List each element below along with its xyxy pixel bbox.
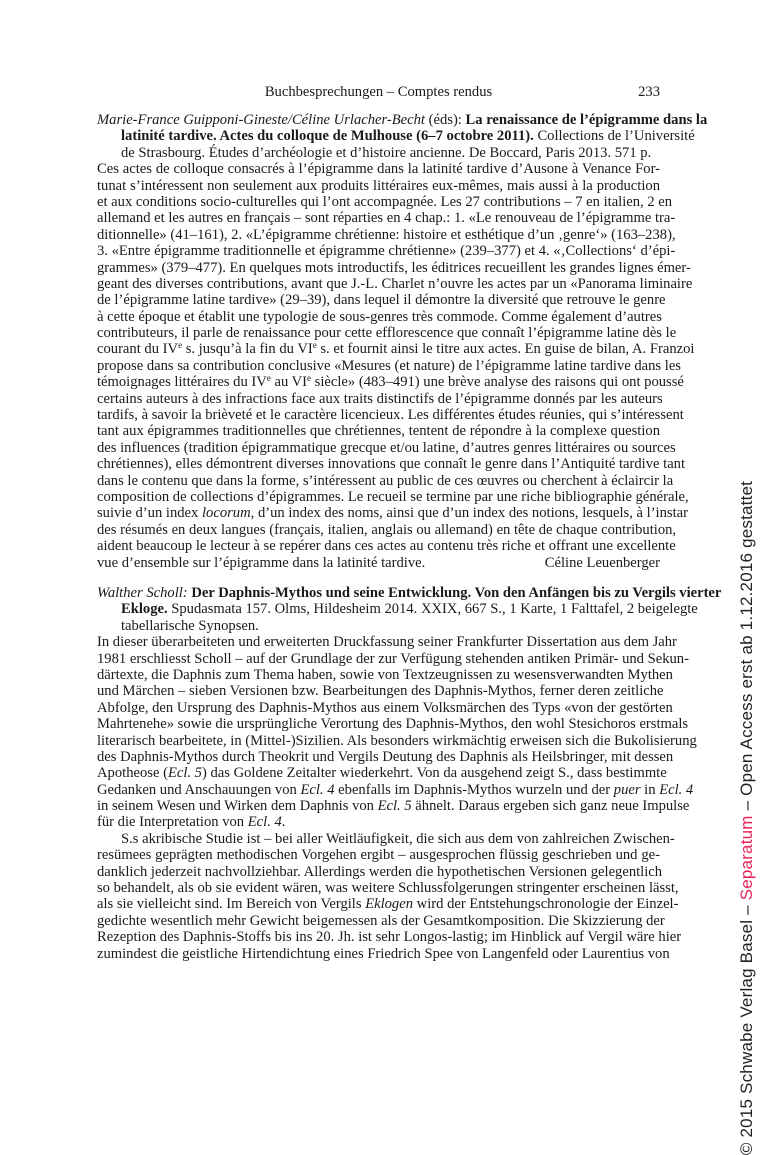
text-line bbox=[97, 538, 676, 555]
text-line bbox=[97, 798, 690, 815]
text-line bbox=[97, 423, 660, 439]
text-segment: gedichte wesentlich mehr Gewicht beigemessen als der Gesamtkomposition. Die Skizzierung der bbox=[97, 912, 665, 929]
text-segment: ditionnelle» (41–161), 2. «L’épigramme chrétienne: histoire et esthétique d’un ‚genre‘» (163–238), bbox=[97, 226, 676, 243]
text-segment: aident beaucoup le lecteur à se repérer dans ces actes au contenu très riche et offrant une excellente bbox=[97, 538, 676, 555]
text-segment: ) das Goldene Zeitalter wiederkehrt. Von da ausgehend zeigt S., dass bestimmte bbox=[201, 765, 667, 782]
text-segment: Spudasmata 157. Olms, Hildesheim 2014. XXIX, 667 S., 1 Karte, 1 Falttafel, 2 beigelegte bbox=[167, 601, 698, 618]
text-segment: tant aux épigrammes traditionnelles que chrétiennes, tentent de répondre à la complexe question bbox=[97, 423, 660, 440]
text-line bbox=[97, 292, 666, 309]
bold-text: La renaissance de l’épigramme dans la bbox=[465, 112, 708, 128]
text-line bbox=[97, 275, 693, 292]
text-segment: (éds): bbox=[424, 112, 466, 128]
bibliographic-citation bbox=[97, 112, 708, 161]
text-segment: danklich jederzeit nachvollziehbar. Allerdings werden die hypothetischen Versionen gelegentlich bbox=[97, 863, 663, 880]
italic-text: locorum bbox=[201, 505, 251, 522]
text-line bbox=[97, 357, 681, 374]
text-line bbox=[97, 683, 664, 700]
italic-text: Ecl. 5 bbox=[167, 765, 202, 782]
text-segment: für die Interpretation von bbox=[97, 814, 248, 831]
text-segment: In dieser überarbeiteten und erweiterten Druckfassung seiner Frankfurter Dissertation aus dem Jahr bbox=[97, 634, 677, 651]
text-segment: resümees geprägten methodischen Vorgehen ergibt – ausgesprochen flüssig geschrieben und ge- bbox=[97, 847, 660, 864]
line-text bbox=[97, 555, 425, 571]
text-line bbox=[97, 634, 677, 651]
text-segment: contributeurs, il parle de renaissance pour cette efflorescence que connaît l’épigramme latine dès le bbox=[97, 325, 677, 342]
text-segment: ähnelt. Daraus ergeben sich ganz neue Impulse bbox=[411, 798, 690, 815]
text-segment: 3. «Entre épigramme traditionnelle et épigramme chrétienne» (239–377) et 4. «‚Collections‘ d’épi- bbox=[97, 243, 676, 260]
italic-text: Eklogen bbox=[365, 896, 414, 913]
text-line bbox=[97, 340, 695, 358]
text-line bbox=[97, 505, 688, 522]
text-segment: tabellarische Synopsen. bbox=[121, 617, 259, 634]
text-segment: Ces actes de colloque consacrés à l’épigramme dans la latinité tardive d’Ausone à Venance For- bbox=[97, 161, 660, 178]
text-line bbox=[97, 929, 682, 946]
review-entry bbox=[97, 112, 708, 571]
text-line bbox=[97, 488, 689, 505]
text-line bbox=[97, 732, 697, 749]
review-entry bbox=[97, 585, 722, 962]
superscript: e bbox=[178, 340, 183, 351]
running-title: Buchbesprechungen – Comptes rendus bbox=[264, 84, 493, 100]
text-line bbox=[97, 210, 676, 227]
text-line bbox=[97, 456, 686, 473]
text-segment: S.s akribische Studie ist – bei aller Weitläufigkeit, die sich aus dem von zahlreichen Zwischen- bbox=[121, 830, 675, 847]
text-segment: geant des diverses contributions, avant que J.-L. Charlet n’ouvre les actes par un «Panorama liminaire bbox=[97, 275, 693, 292]
open-access-text: – Open Access erst ab 1.12.2016 gestattet bbox=[737, 480, 756, 816]
review-body bbox=[97, 161, 695, 571]
text-segment: suivie d’un index bbox=[97, 505, 202, 522]
text-line bbox=[97, 193, 673, 210]
text-segment: Collections de l’Université bbox=[533, 128, 695, 145]
page-number: 233 bbox=[638, 84, 660, 100]
text-segment: 1981 erschliesst Scholl – auf der Grundlage der zur Verfügung stehenden antiken Primär- und Sekun- bbox=[97, 650, 689, 667]
text-line bbox=[97, 912, 665, 929]
text-segment: ebenfalls im Daphnis-Mythos wurzeln und der bbox=[334, 781, 614, 798]
text-line bbox=[97, 863, 663, 880]
text-line bbox=[97, 716, 689, 733]
text-segment: des résumés en deux langues (français, italien, anglais ou allemand) en tête de chaque contribution, bbox=[97, 521, 677, 538]
italic-text: Walther Scholl: bbox=[97, 585, 188, 601]
text-line bbox=[97, 765, 667, 782]
text-line bbox=[97, 373, 684, 391]
text-segment: vue d’ensemble sur l’épigramme dans la latinité tardive. bbox=[97, 554, 426, 571]
text-segment: de Strasbourg. Études d’archéologie et d’histoire ancienne. De Boccard, Paris 2013. 571 p. bbox=[121, 144, 652, 161]
text-segment: de l’épigramme latine tardive» (29–39), dans lequel il démontre la diversité que retrouve le genre bbox=[97, 292, 666, 309]
text-line bbox=[97, 178, 660, 194]
text-segment: des Daphnis-Mythos durch Theokrit und Vergils Deutung des Daphnis als Heilsbringer, mit dessen bbox=[97, 748, 674, 765]
text-segment: des influences (tradition épigrammatique grecque et/ou latine, d’autres genres littéraires ou sources bbox=[97, 439, 676, 456]
text-segment: Mahrtenehe» sowie die ursprüngliche Verortung des Daphnis-Mythos, den wohl Stesichoros erstmals bbox=[97, 716, 689, 733]
bold-text: Der Daphnis-Mythos und seine Entwicklung. Von den Anfängen bis zu Vergils vierter bbox=[191, 585, 722, 601]
italic-text: Ecl. 4 bbox=[300, 781, 335, 798]
text-line bbox=[97, 259, 691, 276]
text-segment: courant du IV bbox=[97, 341, 179, 358]
text-line bbox=[97, 243, 676, 260]
bold-text: Ekloge. bbox=[121, 601, 168, 618]
text-line bbox=[97, 814, 660, 830]
text-line bbox=[97, 650, 689, 667]
superscript: e bbox=[266, 373, 271, 384]
text-segment: Abfolge, den Ursprung des Daphnis-Mythos aus einem Volksmärchen des Typs «von der gestörten bbox=[97, 699, 673, 716]
text-line bbox=[97, 699, 673, 716]
text-line bbox=[97, 112, 708, 128]
text-segment: au VI bbox=[270, 374, 308, 391]
text-line bbox=[97, 521, 677, 538]
text-line bbox=[97, 309, 660, 325]
text-segment: s. et fournit ainsi le titre aux actes. En guise de bilan, A. Franzoi bbox=[316, 341, 695, 358]
text-segment: . bbox=[281, 814, 286, 831]
italic-text: Marie-France Guipponi-Gineste/Céline Urlacher-Becht bbox=[97, 112, 425, 128]
text-line bbox=[97, 666, 673, 683]
text-segment: in seinem Wesen und Wirken dem Daphnis von bbox=[97, 798, 378, 815]
text-line bbox=[97, 226, 676, 243]
text-line bbox=[97, 407, 684, 424]
bibliographic-citation bbox=[97, 585, 722, 634]
separatum-label: Separatum bbox=[737, 815, 756, 901]
bold-text: latinité tardive. Actes du colloque de Mulhouse (6–7 octobre 2011). bbox=[121, 128, 534, 145]
text-line bbox=[97, 161, 660, 177]
text-line bbox=[97, 601, 698, 618]
text-segment: siècle» (483–491) une brève analyse des raisons qui ont poussé bbox=[311, 374, 684, 391]
text-line bbox=[97, 555, 660, 571]
text-segment: als sie vielleicht sind. Im Bereich von Vergils bbox=[97, 896, 366, 913]
text-segment: in bbox=[640, 781, 660, 798]
text-segment: composition de collections d’épigrammes. Le recueil se termine par une riche bibliographie générale, bbox=[97, 488, 689, 505]
superscript: e bbox=[312, 340, 317, 351]
text-line bbox=[97, 618, 660, 634]
superscript: e bbox=[307, 373, 312, 384]
text-line bbox=[97, 945, 670, 962]
text-segment: wird der Entstehungschronologie der Einzel- bbox=[413, 896, 679, 913]
text-segment: témoignages littéraires du IV bbox=[97, 374, 267, 391]
text-segment: Apotheose ( bbox=[97, 765, 168, 782]
italic-text: Ecl. 4 bbox=[247, 814, 282, 831]
text-line bbox=[97, 128, 695, 145]
text-segment: à cette époque et établit une typologie de sous-genres très commode. Comme également d’autres bbox=[97, 308, 662, 325]
text-line bbox=[97, 880, 679, 897]
text-segment: so behandelt, als ob sie evident wären, was weitere Schlussfolgerungen stringenter erscheinen lässt, bbox=[97, 880, 679, 897]
text-line bbox=[97, 830, 675, 847]
text-line bbox=[97, 439, 676, 456]
text-line bbox=[97, 390, 663, 407]
text-segment: propose dans sa contribution conclusive «Mesures (et nature) de l’épigramme latine tardive dans les bbox=[97, 357, 681, 374]
text-segment: grammes» (379–477). En quelques mots introductifs, les éditrices recueillent les grandes lignes émer- bbox=[97, 259, 691, 276]
text-segment: allemand et les autres en français – sont réparties en 4 chap.: 1. «Le renouveau de l’épigramme tra- bbox=[97, 210, 676, 227]
text-segment: tardifs, à savoir la brièveté et le caractère licencieux. Les différentes études réunies, qui s’intéressent bbox=[97, 407, 684, 424]
text-segment: dans le contenu que dans la forme, s’intéressent au public de ces œuvres ou cherchent à éclaircir la bbox=[97, 472, 674, 489]
text-line bbox=[97, 472, 674, 489]
italic-text: Ecl. 4 bbox=[659, 781, 694, 798]
text-segment: literarisch bearbeitete, in (Mittel-)Sizilien. Als besonders wirkmächtig erweisen sich die Bukolisierung bbox=[97, 732, 697, 749]
copyright-notice bbox=[737, 481, 757, 1155]
text-segment: certains auteurs à des infractions face aux traits distinctifs de l’épigramme donnés par les auteurs bbox=[97, 390, 663, 407]
text-line bbox=[97, 847, 660, 863]
italic-text: Ecl. 5 bbox=[377, 798, 412, 815]
text-line bbox=[97, 781, 694, 798]
review-body bbox=[97, 634, 697, 962]
text-segment: und Märchen – sieben Versionen bzw. Bearbeitungen des Daphnis-Mythos, ferner deren zeitliche bbox=[97, 683, 664, 700]
running-header bbox=[97, 84, 660, 102]
text-line bbox=[97, 748, 674, 765]
text-segment: zumindest die geistliche Hirtendichtung eines Friedrich Spee von Langenfeld oder Laurentius von bbox=[97, 945, 670, 962]
text-segment: , d’un index des noms, ainsi que d’un index des notions, lesquels, à l’instar bbox=[250, 505, 688, 522]
text-segment: tunat s’intéressent non seulement aux produits littéraires eux-mêmes, mais aussi à la production bbox=[97, 177, 660, 194]
text-line bbox=[97, 585, 722, 601]
text-segment: s. jusqu’à la fin du VI bbox=[182, 341, 313, 358]
text-segment: Gedanken und Anschauungen von bbox=[97, 781, 301, 798]
text-segment: chrétiennes), elles démontrent diverses innovations que connaît le genre dans l’Antiquité tardive tant bbox=[97, 456, 686, 473]
text-line bbox=[97, 325, 677, 342]
copyright-text: © 2015 Schwabe Verlag Basel – bbox=[737, 900, 756, 1155]
text-line bbox=[97, 896, 679, 913]
text-segment: därtexte, die Daphnis zum Thema haben, sowie von Textzeugnissen zu wesensverwandten Mythen bbox=[97, 666, 673, 683]
text-segment: Rezeption des Daphnis-Stoffs bis ins 20. Jh. ist sehr Longos-lastig; im Hinblick auf Vergil wäre hier bbox=[97, 929, 682, 946]
text-line bbox=[97, 145, 660, 161]
italic-text: puer bbox=[613, 781, 641, 798]
reviewer-signature: Céline Leuenberger bbox=[544, 554, 660, 571]
text-segment: et aux conditions socio-culturelles qui l’ont accompagnée. Les 27 contributions – 7 en italien, 2 en bbox=[97, 193, 673, 210]
